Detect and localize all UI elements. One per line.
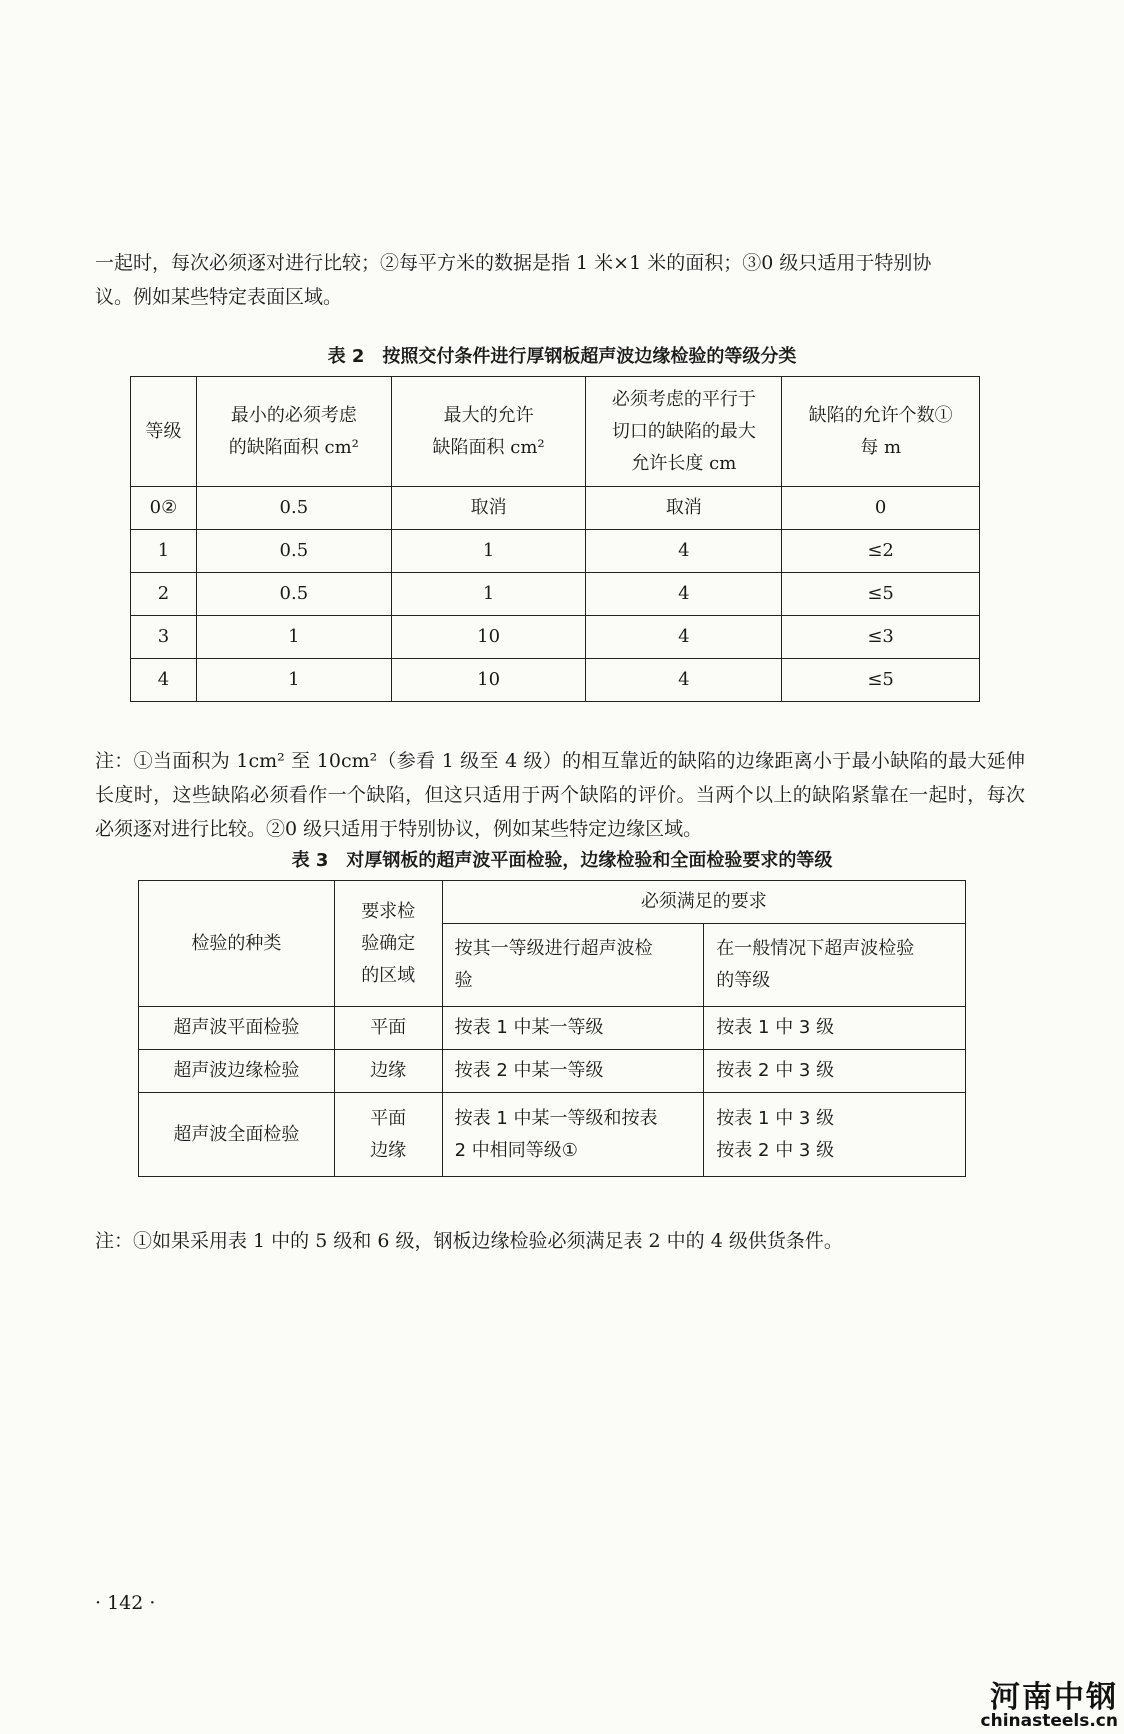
- table-cell: 4: [586, 573, 782, 616]
- table2-header-row: [131, 377, 980, 487]
- table3-caption: 表 3 对厚钢板的超声波平面检验，边缘检验和全面检验要求的等级: [291, 850, 833, 871]
- table3-header-area: 要求检 验确定 的区域: [334, 881, 442, 1007]
- table-cell: 4: [586, 616, 782, 659]
- table-cell: 边缘: [334, 1050, 442, 1093]
- table3-header-row: [139, 881, 966, 924]
- intro-line-2: 议。例如某些特定表面区域。: [95, 286, 343, 308]
- table-cell: 按表 1 中某一等级: [442, 1007, 704, 1050]
- watermark-url: chinasteels.cn: [980, 1711, 1118, 1731]
- table-cell: 按表 1 中 3 级 按表 2 中 3 级: [704, 1093, 966, 1177]
- table2-note: 注：①当面积为 1cm² 至 10cm²（参看 1 级至 4 级）的相互靠近的缺陷的边缘距离小于最小缺陷的最大延伸长度时，这些缺陷必须看作一个缺陷，但这只适用于两个缺陷的评价。当两个以上的缺陷紧靠在一起时，每次必须逐对进行比较。②0 级只适用于特别协议，例如某些特定边缘区域。: [95, 750, 1025, 840]
- table-cell: 10: [391, 659, 586, 702]
- table3: [138, 880, 966, 1177]
- table3-note: 注：①如果采用表 1 中的 5 级和 6 级，钢板边缘检验必须满足表 2 中的 4 级供货条件。: [95, 1230, 843, 1252]
- table-cell: 0.5: [196, 487, 391, 530]
- table-cell: 按表 2 中 3 级: [704, 1050, 966, 1093]
- table-cell: 按表 1 中 3 级: [704, 1007, 966, 1050]
- table-row: [131, 659, 980, 702]
- table-row: [139, 1093, 966, 1177]
- table3-header-requirements: 必须满足的要求: [442, 881, 965, 924]
- table-cell: 2: [131, 573, 197, 616]
- table2-header-grade: 等级: [131, 377, 197, 487]
- table-cell: 1: [391, 530, 586, 573]
- table-cell: 0: [782, 487, 980, 530]
- table-cell: 1: [131, 530, 197, 573]
- table3-header-general: 在一般情况下超声波检验 的等级: [704, 924, 966, 1007]
- table3-header-by-grade: 按其一等级进行超声波检 验: [442, 924, 704, 1007]
- table-cell: ≤2: [782, 530, 980, 573]
- table-row: [131, 487, 980, 530]
- table-row: [139, 1007, 966, 1050]
- table-row: [131, 530, 980, 573]
- table2-header-max-area: 最大的允许 缺陷面积 cm²: [391, 377, 586, 487]
- table-cell: 3: [131, 616, 197, 659]
- table2-header-min-area: 最小的必须考虑 的缺陷面积 cm²: [196, 377, 391, 487]
- table-cell: 按表 2 中某一等级: [442, 1050, 704, 1093]
- table-row: [131, 573, 980, 616]
- table-row: [131, 616, 980, 659]
- table-cell: 10: [391, 616, 586, 659]
- table-cell: 平面 边缘: [334, 1093, 442, 1177]
- table-cell: 4: [586, 530, 782, 573]
- table-cell: 1: [391, 573, 586, 616]
- intro-paragraph: [95, 246, 1025, 314]
- table-cell: 4: [131, 659, 197, 702]
- table2: [130, 376, 980, 702]
- table-cell: 1: [196, 659, 391, 702]
- table-cell: 0.5: [196, 573, 391, 616]
- table2-header-count: 缺陷的允许个数① 每 m: [782, 377, 980, 487]
- table-cell: 4: [586, 659, 782, 702]
- table-cell: ≤5: [782, 659, 980, 702]
- table-cell: 超声波平面检验: [139, 1007, 335, 1050]
- intro-line-1: 一起时，每次必须逐对进行比较；②每平方米的数据是指 1 米×1 米的面积；③0 级只适用于特别协: [95, 252, 932, 274]
- table-cell: ≤3: [782, 616, 980, 659]
- watermark-logo: [980, 1680, 1118, 1731]
- table2-header-max-length: 必须考虑的平行于 切口的缺陷的最大 允许长度 cm: [586, 377, 782, 487]
- table-cell: 取消: [586, 487, 782, 530]
- watermark-cn: 河南中钢: [990, 1680, 1118, 1715]
- table3-header-type: 检验的种类: [139, 881, 335, 1007]
- table-cell: 超声波全面检验: [139, 1093, 335, 1177]
- table-cell: 平面: [334, 1007, 442, 1050]
- table-row: [139, 1050, 966, 1093]
- table-cell: 0②: [131, 487, 197, 530]
- table-cell: 按表 1 中某一等级和按表 2 中相同等级①: [442, 1093, 704, 1177]
- page-number: · 142 ·: [95, 1592, 156, 1614]
- table-cell: 1: [196, 616, 391, 659]
- table-cell: 0.5: [196, 530, 391, 573]
- table-cell: ≤5: [782, 573, 980, 616]
- table-cell: 超声波边缘检验: [139, 1050, 335, 1093]
- table2-caption: 表 2 按照交付条件进行厚钢板超声波边缘检验的等级分类: [327, 346, 797, 367]
- table-cell: 取消: [391, 487, 586, 530]
